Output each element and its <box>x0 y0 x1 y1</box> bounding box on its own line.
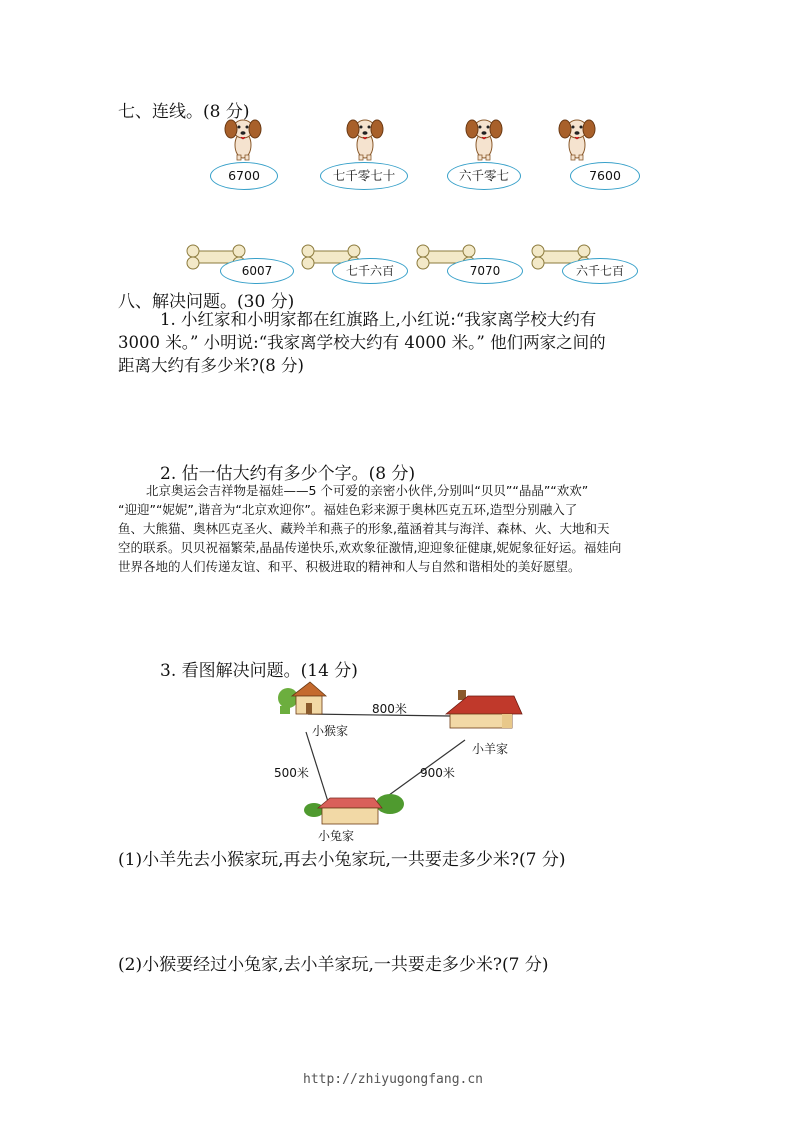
footer-url[interactable]: http://zhiyugongfang.cn <box>303 1072 484 1087</box>
rabbit-house-icon <box>304 794 404 824</box>
rabbit-home-label: 小兔家 <box>318 829 355 843</box>
q3-sub2: (2)小猴要经过小兔家,去小羊家玩,一共要走多少米?(7 分) <box>118 955 549 975</box>
bone-card-4[interactable]: 六千七百 <box>562 258 638 284</box>
monkey-house-icon <box>278 682 326 714</box>
q2-line2: “迎迎”“妮妮”,谐音为“北京欢迎你”。福娃色彩来源于奥林匹克五环,造型分别融入了 <box>118 502 578 517</box>
dog-icon <box>225 120 261 160</box>
dog-icon <box>559 120 595 160</box>
q2-line3: 鱼、大熊猫、奥林匹克圣火、藏羚羊和燕子的形象,蕴涵着其与海洋、森林、火、大地和天 <box>118 521 610 536</box>
dog-icon <box>466 120 502 160</box>
road-monkey-rabbit <box>306 732 330 808</box>
q2-title: 2. 估一估大约有多少个字。(8 分) <box>160 464 416 484</box>
bone-card-2[interactable]: 七千六百 <box>332 258 408 284</box>
dog-icon <box>347 120 383 160</box>
q3-title: 3. 看图解决问题。(14 分) <box>160 661 358 681</box>
dog-card-1[interactable]: 6700 <box>210 162 278 190</box>
sheep-home-label: 小羊家 <box>472 742 509 756</box>
dog-illustrations <box>0 0 793 300</box>
sheep-house-icon <box>446 690 522 728</box>
monkey-home-label: 小猴家 <box>312 724 349 738</box>
q2-line1: 北京奥运会吉祥物是福娃——5 个可爱的亲密小伙伴,分别叫“贝贝”“晶晶”“欢欢” <box>146 483 589 498</box>
distance-monkey-sheep: 800米 <box>372 702 407 716</box>
distance-monkey-rabbit: 500米 <box>274 766 309 780</box>
dog-card-2[interactable]: 七千零七十 <box>320 162 408 190</box>
bone-card-3[interactable]: 7070 <box>447 258 523 284</box>
section8-title: 八、解决问题。(30 分) <box>118 292 295 312</box>
section7-title: 七、连线。(8 分) <box>118 102 250 122</box>
dog-card-4[interactable]: 7600 <box>570 162 640 190</box>
q2-line4: 空的联系。贝贝祝福繁荣,晶晶传递快乐,欢欢象征激情,迎迎象征健康,妮妮象征好运。福娃向 <box>118 540 622 555</box>
distance-rabbit-sheep: 900米 <box>420 766 455 780</box>
dog-card-3[interactable]: 六千零七 <box>447 162 521 190</box>
bone-card-1[interactable]: 6007 <box>220 258 294 284</box>
q1-line1: 1. 小红家和小明家都在红旗路上,小红说:“我家离学校大约有 <box>160 310 597 329</box>
q3-sub1: (1)小羊先去小猴家玩,再去小兔家玩,一共要走多少米?(7 分) <box>118 850 566 870</box>
q2-line5: 世界各地的人们传递友谊、和平、积极进取的精神和人与自然和谐相处的美好愿望。 <box>118 559 581 574</box>
q1-line3: 距离大约有多少米?(8 分) <box>118 356 304 375</box>
q1-line2: 3000 米。” 小明说:“我家离学校大约有 4000 米。” 他们两家之间的 <box>118 333 606 352</box>
